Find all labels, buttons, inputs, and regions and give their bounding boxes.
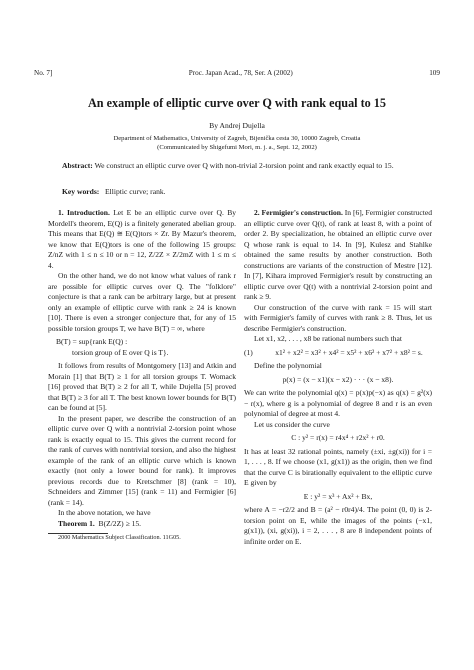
equation-curve-c: C : y² = r(x) = r4x⁴ + r2x² + r0. <box>291 433 385 442</box>
equation-1 <box>244 348 432 359</box>
paragraph: In the present paper, we describe the construction of an elliptic curve over Q with a nontrivial 2-torsion point whose rank is exactly equal to 15. This gives the current record for the rank of curves with nontrivial torsion, and also the highest example of the rank of an elliptic curve which is known exactly (not only a lower bound for rank). It improves previous records due to Kretschmer [8] (rank = 10), Schneiders and Zimmer [15] (rank = 11) and Fermigier [6] (rank = 14). <box>48 413 236 507</box>
keywords-label: Key words: <box>62 187 100 196</box>
header-issue: No. 7] <box>34 69 53 77</box>
paragraph: It follows from results of Montgomery [13] and Atkin and Morain [1] that B(T) ≥ 1 for all torsion groups T. Womack [16] proved that B(T) ≥ 2 for all T, while Dujella [5] proved that B(T) ≥ 3 for all T. The best known lower bounds for B(T) can be found at [5]. <box>48 361 236 412</box>
equation-polynomial: p(x) = (x − x1)(x − x2) · · · (x − x8). <box>282 374 394 384</box>
abstract-label: Abstract: <box>62 161 93 170</box>
intro-paragraph <box>48 208 236 271</box>
section2-text: In [6], Fermigier constructed an elliptic curve over Q(t), of rank at least 8, with a point of order 2. By specialization, he obtained an elliptic curve over Q whose rank is equal to 14. In [9], Kulesz and Stahlke obtained the same results by another construction. Both constructions are variants of the construction of Mestre [12]. In [7], Kihara improved Fermigier's result by constructing an elliptic curve over Q(t) with a nontrivial 2-torsion point and rank ≥ 9. <box>244 208 433 301</box>
theorem <box>48 519 236 530</box>
paragraph: where A = −r2/2 and B = (a² − r0r4)/4. The point (0, 0) is 2-torsion point on E, while the images of the points (−x1, g(x1)), (xi, g(xi)), i = 2, . . . , 8 are 8 independent points of infinite order on E. <box>244 505 432 546</box>
abstract <box>62 161 414 171</box>
paragraph: We can write the polynomial q(x) = p(x)p(−x) as q(x) = g²(x) − r(x), where g is a polynomial of degree 8 and r is an even polynomial of degree at most 4. <box>244 388 432 418</box>
right-column <box>244 208 432 547</box>
theorem-label: Theorem 1. <box>58 518 95 528</box>
equation-line: B(T) = sup{rank E(Q) : <box>56 337 128 346</box>
paper-title: An example of elliptic curve over Q with rank equal to 15 <box>87 96 386 110</box>
paragraph: Define the polynomial <box>254 361 322 370</box>
paragraph: Our construction of the curve with rank = 15 will start with Fermigier's family of curves with rank ≥ 8. Thus, let us describe Fermigier's construction. <box>244 302 432 333</box>
intro-heading: 1. Introduction. <box>58 208 110 217</box>
equation-bt <box>48 337 236 358</box>
communicated-by: (Communicated by Shigefumi Mori, m. j. a., Sept. 12, 2002) <box>157 144 317 151</box>
keywords-text: Elliptic curve; rank. <box>105 187 166 196</box>
paragraph: In the above notation, we have <box>58 508 151 517</box>
paragraph: On the other hand, we do not know what values of rank r are possible for elliptic curves over Q. The "folklore" conjecture is that a rank can be arbitrary large, but at present only an example of elliptic curve with rank ≥ 24 is known [10]. There is even a stronger conjecture that, for any of 15 possible torsion groups T, we have B(T) = ∞, where <box>48 271 236 333</box>
section2-paragraph <box>244 208 432 303</box>
intro-text: Let E be an elliptic curve over Q. By Mordell's theorem, E(Q) is a finitely generated abelian group. This means that E(Q) ≅ E(Q)tors × Zr. By Mazur's theorem, we know that E(Q)tors is one of the following 15 groups: Z/nZ with 1 ≤ n ≤ 10 or n = 12, Z/2Z × Z/2mZ with 1 ≤ m ≤ 4. <box>48 208 237 270</box>
equation-number: (1) <box>244 347 253 357</box>
equation-line: torsion group of E over Q is T}. <box>72 347 169 357</box>
paragraph: Let us consider the curve <box>254 419 330 429</box>
paragraph: Let x1, x2, . . . , x8 be rational numbers such that <box>254 334 402 343</box>
section2-heading: 2. Fermigier's construction. <box>254 208 343 217</box>
abstract-text: We construct an elliptic curve over Q with non-trivial 2-torsion point and rank exactly equal to 15. <box>94 161 394 170</box>
running-head <box>34 69 440 77</box>
header-journal: Proc. Japan Acad., 78, Ser. A (2002) <box>188 69 293 77</box>
equation-curve-e: E : y² = x³ + Ax² + Bx, <box>303 491 373 501</box>
left-column <box>48 208 236 542</box>
footnote: 2000 Mathematics Subject Classification. 11G05. <box>58 534 181 541</box>
affiliation: Department of Mathematics, University of Zagreb, Bijenička cesta 30, 10000 Zagreb, Croatia <box>113 135 361 142</box>
paper-author: By Andrej Dujella <box>209 121 265 130</box>
keywords <box>62 187 166 196</box>
affiliation-block <box>0 134 474 152</box>
paragraph: It has at least 32 rational points, namely (±xi, ±g(xi)) for i = 1, . . . , 8. If we choose (x1, g(x1)) as the origin, then we find that the curve C is birationally equivalent to the elliptic curve E given by <box>244 446 432 487</box>
equation-text: x1² + x2² = x3² + x4² = x5² + x6² + x7² + x8² = s. <box>275 347 423 357</box>
header-page-number: 109 <box>429 69 440 77</box>
theorem-text: B(Z/2Z) ≥ 15. <box>98 518 142 528</box>
